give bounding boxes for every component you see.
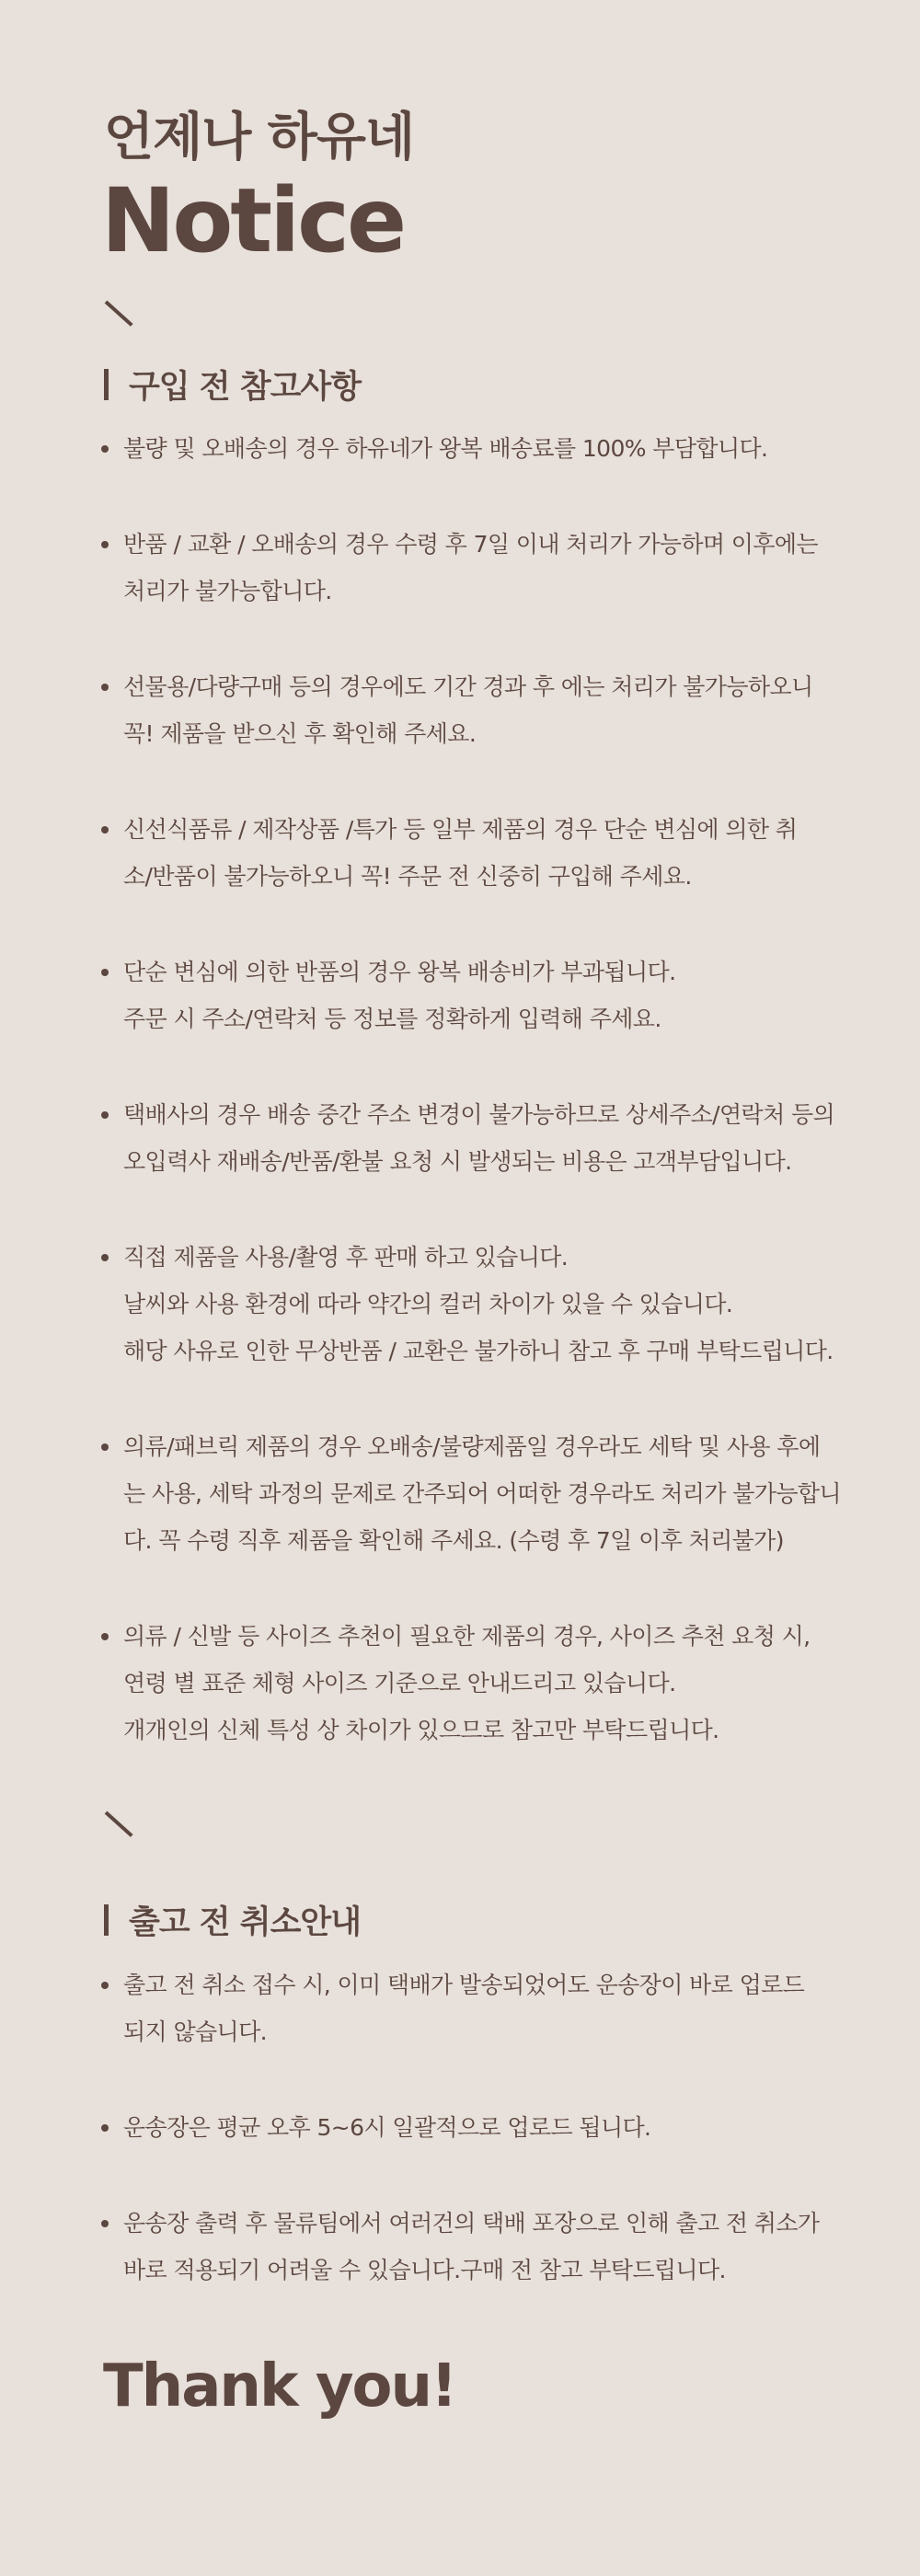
note-text-line: 꼭! 제품을 받으신 후 확인해 주세요. bbox=[123, 720, 477, 747]
bullet-icon bbox=[101, 541, 109, 548]
brand-name: 언제나 하유네 bbox=[104, 108, 415, 167]
note-text-line: 출고 전 취소 접수 시, 이미 택배가 발송되었어도 운송장이 바로 업로드 bbox=[123, 1972, 805, 1998]
note-text-line: 반품 / 교환 / 오배송의 경우 수령 후 7일 이내 처리가 가능하며 이후에는 bbox=[123, 531, 818, 558]
list-item bbox=[101, 1234, 856, 1374]
note-text-line: 불량 및 오배송의 경우 하유네가 왕복 배송료를 100% 부담합니다. bbox=[123, 435, 768, 462]
heading-bar bbox=[104, 369, 109, 400]
list-item bbox=[101, 2200, 856, 2294]
section-heading-label: 출고 전 취소안내 bbox=[129, 1904, 362, 1941]
list-item bbox=[101, 425, 856, 472]
note-text-line: 직접 제품을 사용/촬영 후 판매 하고 있습니다. bbox=[123, 1244, 569, 1271]
note-text-line: 의류/패브릭 제품의 경우 오배송/불량제품일 경우라도 세탁 및 사용 후에 bbox=[123, 1433, 821, 1460]
note-text-line: 다. 꼭 수령 직후 제품을 확인해 주세요. (수령 후 7일 이후 처리불가) bbox=[123, 1527, 784, 1554]
note-text-line: 오입력사 재배송/반품/환불 요청 시 발생되는 비용은 고객부담입니다. bbox=[123, 1148, 792, 1175]
section-heading-purchase-notes bbox=[104, 362, 361, 408]
list-item bbox=[101, 521, 856, 615]
bullet-icon bbox=[101, 2124, 109, 2132]
bullet-icon bbox=[101, 2220, 109, 2227]
note-text-line: 처리가 불가능합니다. bbox=[123, 578, 332, 604]
note-text-line: 주문 시 주소/연락처 등 정보를 정확하게 입력해 주세요. bbox=[123, 1006, 661, 1032]
note-text-line: 개개인의 신체 특성 상 차이가 있으므로 참고만 부탁드립니다. bbox=[123, 1717, 719, 1743]
cancel-notes-list bbox=[101, 1961, 856, 2294]
thank-you-text: Thank you! bbox=[103, 2352, 456, 2421]
section-heading-label: 구입 전 참고사항 bbox=[129, 369, 362, 406]
bullet-icon bbox=[101, 1254, 109, 1261]
list-item bbox=[101, 1091, 856, 1185]
list-item bbox=[101, 1613, 856, 1754]
bullet-icon bbox=[101, 1111, 109, 1119]
list-item bbox=[101, 949, 856, 1042]
heading-bar bbox=[104, 1904, 109, 1936]
list-item bbox=[101, 663, 856, 757]
note-text-line: 는 사용, 세탁 과정의 문제로 간주되어 어떠한 경우라도 처리가 불가능합니 bbox=[123, 1480, 841, 1507]
note-text-line: 연령 별 표준 체형 사이즈 기준으로 안내드리고 있습니다. bbox=[123, 1670, 676, 1696]
note-text-line: 바로 적용되기 어려울 수 있습니다.구매 전 참고 부탁드립니다. bbox=[123, 2257, 726, 2283]
list-item bbox=[101, 2104, 856, 2151]
bullet-icon bbox=[101, 1633, 109, 1640]
page-title: Notice bbox=[101, 169, 405, 272]
note-text-line: 택배사의 경우 배송 중간 주소 변경이 불가능하므로 상세주소/연락처 등의 bbox=[123, 1101, 835, 1128]
list-item bbox=[101, 806, 856, 900]
note-text-line: 의류 / 신발 등 사이즈 추천이 필요한 제품의 경우, 사이즈 추천 요청 시, bbox=[123, 1623, 811, 1650]
bullet-icon bbox=[101, 1443, 109, 1451]
note-text-line: 소/반품이 불가능하오니 꼭! 주문 전 신중히 구입해 주세요. bbox=[123, 863, 692, 890]
bullet-icon bbox=[101, 445, 109, 453]
note-text-line: 선물용/다량구매 등의 경우에도 기간 경과 후 에는 처리가 불가능하오니 bbox=[123, 673, 813, 700]
note-text-line: 운송장은 평균 오후 5~6시 일괄적으로 업로드 됩니다. bbox=[123, 2114, 651, 2141]
list-item bbox=[101, 1961, 856, 2055]
bullet-icon bbox=[101, 684, 109, 691]
note-text-line: 날씨와 사용 환경에 따라 약간의 컬러 차이가 있을 수 있습니다. bbox=[123, 1291, 733, 1317]
note-text-line: 신선식품류 / 제작상품 /특가 등 일부 제품의 경우 단순 변심에 의한 취 bbox=[123, 816, 798, 843]
slash-divider-icon bbox=[105, 301, 133, 327]
note-text-line: 되지 않습니다. bbox=[123, 2018, 267, 2045]
list-item bbox=[101, 1423, 856, 1564]
bullet-icon bbox=[101, 969, 109, 976]
note-text-line: 해당 사유로 인한 무상반품 / 교환은 불가하니 참고 후 구매 부탁드립니다. bbox=[123, 1338, 834, 1364]
note-text-line: 단순 변심에 의한 반품의 경우 왕복 배송비가 부과됩니다. bbox=[123, 959, 676, 985]
section-heading-cancel-guide bbox=[104, 1897, 361, 1943]
note-text-line: 운송장 출력 후 물류팀에서 여러건의 택배 포장으로 인해 출고 전 취소가 bbox=[123, 2210, 820, 2237]
slash-divider-icon bbox=[105, 1811, 133, 1837]
purchase-notes-list bbox=[101, 425, 856, 1754]
bullet-icon bbox=[101, 1982, 109, 1989]
bullet-icon bbox=[101, 826, 109, 834]
